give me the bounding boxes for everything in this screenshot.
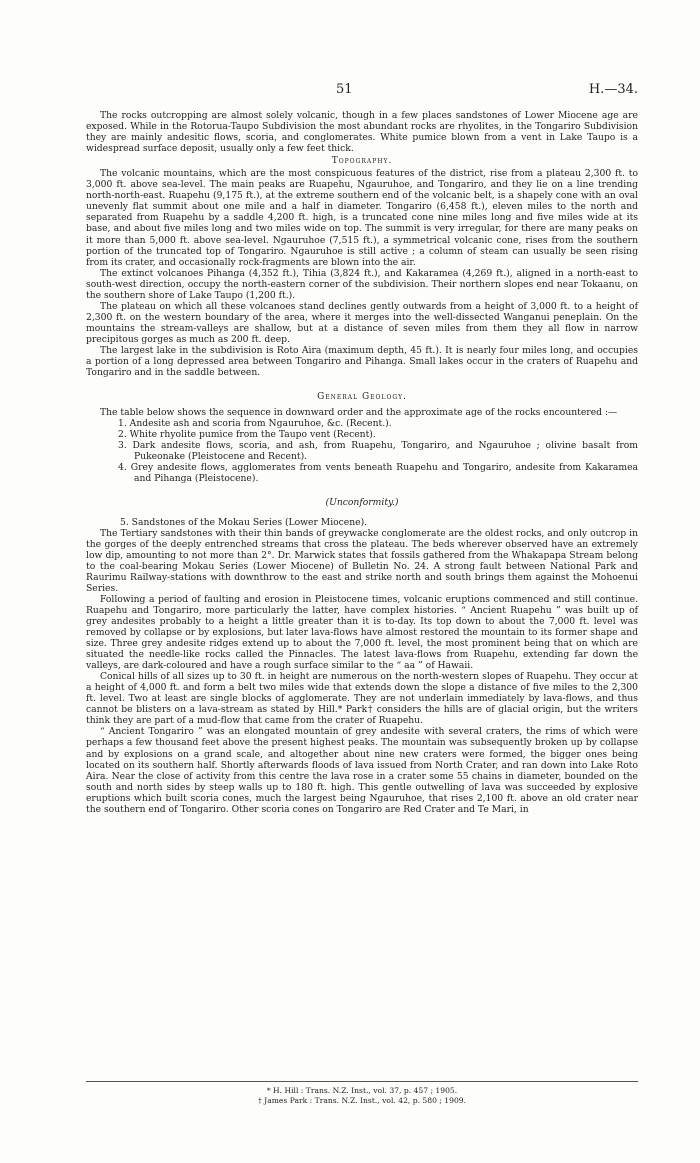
list-item: 3. Dark andesite flows, scoria, and ash, from Ruapehu, Tongariro, and Ngauruhoe ; olivine basalt from Pukeonake (Pleistocene and Recent). <box>118 440 638 463</box>
intro-paragraph: The rocks outcropping are almost solely volcanic, though in a few places sandstones of Lower Miocene age are exposed. While in the Rotorua-Taupo Subdivision the most abundant rocks are rhyolites, in the Tongariro Subdivision they are mainly andesitic flows, scoria, and conglomerates. White pumice blown from a vent in Lake Taupo is a widespread surface deposit, usually only a few feet thick. <box>86 110 638 155</box>
paragraph: The Tertiary sandstones with their thin bands of greywacke conglomerate are the oldest rocks, and only outcrop in the gorges of the deeply entrenched streams that cross the plateau. The beds wherever observed have an extremely low dip, amounting to not more than 2°. Dr. Marwick states that fossils gathered from the Whakapapa Stream belong to the coal-bearing Mokau Series (Lower Miocene) of Bulletin No. 24. A strong fault between National Park and Raurimu Railway-stations with downthrow to the east and strike north and south brings them against the Mohoenui Series. <box>86 527 638 594</box>
paragraph: Following a period of faulting and erosion in Pleistocene times, volcanic eruptions commenced and still continue. Ruapehu and Tongariro, more particularly the latter, have complex histories. “ Ancient Ruapehu ” was built up of grey andesites probably to a height a little greater than it is to-day. Its top down to about the 7,000 ft. level was removed by collapse or by explosions, but later lava-flows have almost restored the mountain to its former shape and size. Three grey andesite ridges extend up to about the 7,000 ft. level, the most prominent being that on which are situated the needle-like rocks called the Pinnacles. The latest lava-flows from Ruapehu, extending far down the valleys, are dark-coloured and have a rough surface similar to the “ aa ” of Hawaii. <box>86 593 638 672</box>
document-reference: H.—34. <box>588 82 638 97</box>
paragraph: Conical hills of all sizes up to 30 ft. in height are numerous on the north-western slopes of Ruapehu. They occur at a height of 4,000 ft. and form a belt two miles wide that extends down the slope a distance of five miles to the 2,300 ft. level. Two at least are single blocks of agglomerate. They are not underlain immediately by lava-flows, and thus cannot be blisters on a lava-stream as stated by Hill.* Park† considers the hills are of glacial origin, but the writers think they are part of a mud-flow that came from the crater of Ruapehu. <box>86 671 638 727</box>
rock-sequence-list <box>86 418 638 484</box>
paragraph: The largest lake in the subdivision is Roto Aira (maximum depth, 45 ft.). It is nearly four miles long, and occupies a portion of a long depressed area between Tongariro and Pihanga. Small lakes occur in the craters of Ruapehu and Tongariro and in the saddle between. <box>86 344 638 379</box>
footnote-divider <box>86 1081 638 1082</box>
footnote: † James Park : Trans. N.Z. Inst., vol. 42, p. 580 ; 1909. <box>257 1096 467 1105</box>
topography-heading: Topography. <box>331 156 393 167</box>
paragraph: The volcanic mountains, which are the most conspicuous features of the district, rise from a plateau 2,300 ft. to 3,000 ft. above sea-level. The main peaks are Ruapehu, Ngauruhoe, and Tongariro, and they lie on a line trending north-north-east. Ruapehu (9,175 ft.), at the extreme southern end of the volcanic belt, is a shapely cone with an oval unevenly flat summit about one mile and a half in diameter. Tongariro (6,458 ft.), eleven miles to the north and separated from Ruapehu by a saddle 4,200 ft. high, is a truncated cone nine miles long and five miles wide at its base, and about five miles long and two miles wide on top. The summit is very irregular, for there are many peaks on it more than 5,000 ft. above sea-level. Ngauruhoe (7,515 ft.), a symmetrical volcanic cone, rises from the southern portion of the truncated top of Tongariro. Ngauruhoe is still active ; a column of steam can usually be seen rising from its crater, and occasionally rock-fragments are blown into the air. <box>86 168 638 268</box>
unconformity-label: (Unconformity.) <box>325 496 399 508</box>
list-item: 5. Sandstones of the Mokau Series (Lower Miocene). <box>120 516 368 528</box>
list-item: 1. Andesite ash and scoria from Ngauruhoe, &c. (Recent.). <box>118 418 392 430</box>
footnotes <box>86 1086 638 1106</box>
list-item: 2. White rhyolite pumice from the Taupo vent (Recent). <box>118 429 376 441</box>
footnote: * H. Hill : Trans. N.Z. Inst., vol. 37, p. 457 ; 1905. <box>266 1086 458 1095</box>
paragraph: The extinct volcanoes Pihanga (4,352 ft.), Tihia (3,824 ft.), and Kakaramea (4,269 ft.), aligned in a north-east to south-west direction, occupy the north-eastern corner of the subdivision. Their northern slopes end near Tokaanu, on the southern shore of Lake Taupo (1,200 ft.). <box>86 267 638 301</box>
list-item: 4. Grey andesite flows, agglomerates from vents beneath Ruapehu and Tongariro, andesite from Kakaramea and Pihanga (Pleistocene). <box>118 462 638 485</box>
sequence-lead: The table below shows the sequence in downward order and the approximate age of the rocks encountered :— <box>100 407 618 419</box>
general-geology-heading: General Geology. <box>317 392 407 403</box>
paragraph: The plateau on which all these volcanoes stand declines gently outwards from a height of 3,000 ft. to a height of 2,300 ft. on the western boundary of the area, where it merges into the well-dissected Wanganui peneplain. On the mountains the stream-valleys are shallow, but at a distance of seven miles from them they all flow in narrow precipitous gorges as much as 200 ft. deep. <box>86 300 638 345</box>
body-text <box>86 110 638 815</box>
paragraph: “ Ancient Tongariro ” was an elongated mountain of grey andesite with several craters, the rims of which were perhaps a few thousand feet above the present highest peaks. The mountain was subsequently broken up by collapse and by explosions on a grand scale, and altogether about nine new craters were formed, the bigger ones being located on its southern half. Shortly afterwards floods of lava issued from North Crater, and ran down into Lake Roto Aira. Near the close of activity from this centre the lava rose in a crater some 55 chains in diameter, bounded on the south and north sides by steep walls up to 180 ft. high. This gentle outwelling of lava was succeeded by explosive eruptions which built scoria cones, much the largest being Ngauruhoe, that rises 2,100 ft. above an old crater near the southern end of Tongariro. Other scoria cones on Tongariro are Red Crater and Te Mari, in <box>86 726 638 815</box>
page-header <box>86 82 638 98</box>
page-number: 51 <box>336 82 353 97</box>
